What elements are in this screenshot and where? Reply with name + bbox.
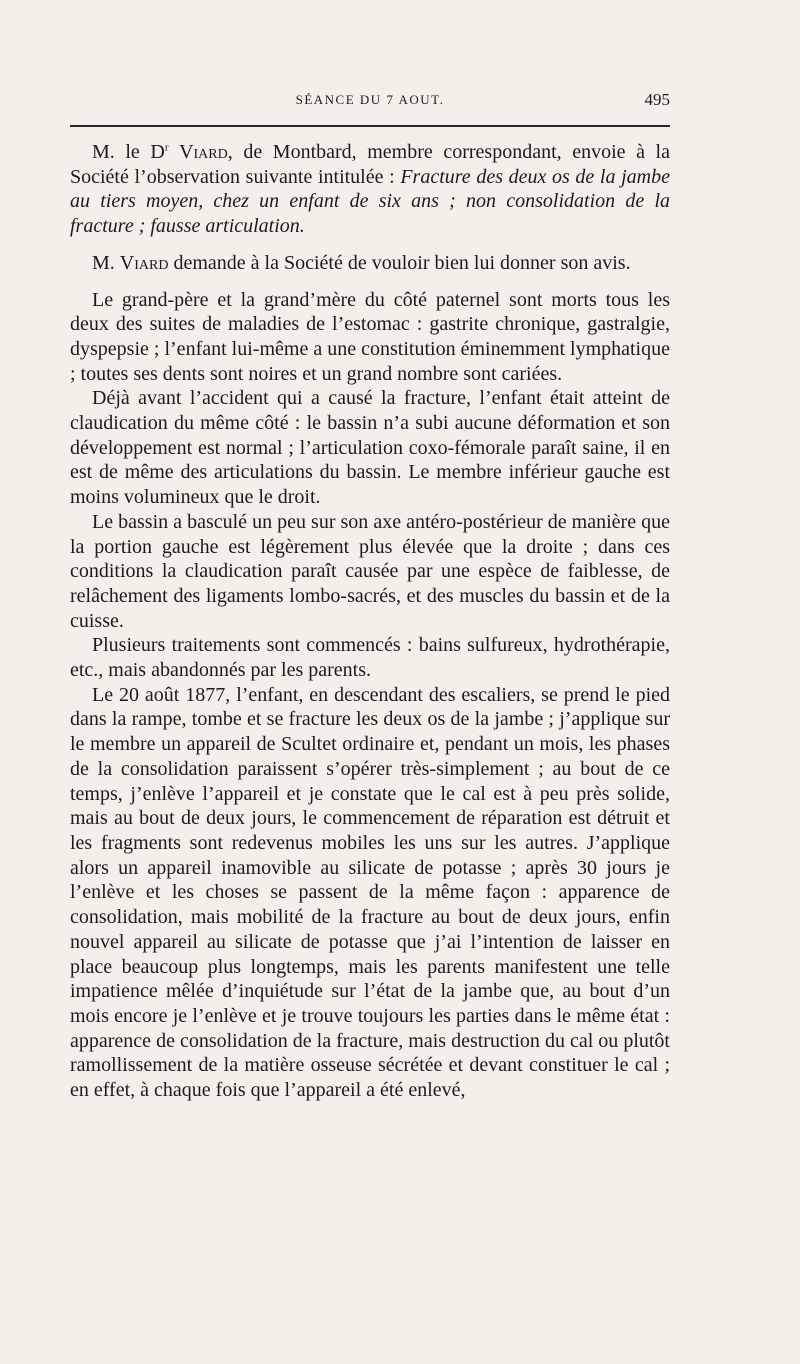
p1-text: , de Montbard, membre correspondant, envoie à la Société l’observation suivante intitulée : — [70, 141, 670, 188]
paragraph-3: Le grand-père et la grand’mère du côté paternel sont morts tous les deux des suites de maladies de l’estomac : gastrite chronique, gastralgie, dyspepsie ; l’enfant lui-même a une constitution éminemment lymphatique ; toutes ses dents sont noires et un grand nombre sont cariées. — [70, 288, 670, 385]
running-head — [70, 92, 670, 114]
author-name: Viard — [179, 141, 228, 163]
p1-superscript: r — [164, 141, 169, 154]
p1-prefix: M. le D — [92, 141, 165, 163]
page-number: 495 — [644, 90, 670, 109]
paragraph-7: Le 20 août 1877, l’enfant, en descendant des escaliers, se prend le pied dans la rampe, tombe et se fracture les deux os de la jambe ; j’applique sur le membre un appareil de Scultet ordinaire et, pendant un mois, les phases de la consolidation paraissent s’opérer très-simplement ; au bout de ce temps, j’enlève l’appareil et je constate que le cal est à peu près solide, mais au bout de deux jours, le commencement de réparation est détruit et les fragments sont redevenus mobiles les uns sur les autres. J’applique alors un appareil inamovible au silicate de potasse ; après 30 jours je l’enlève et les choses se passent de la même façon : apparence de consolidation, mais mobilité de la fracture au bout de deux jours, enfin nouvel appareil au silicate de potasse que j’ai l’intention de laisser en place beaucoup plus longtemps, mais les parents manifestent une telle impatience mêlée d’inquiétude sur l’état de la jambe que, au bout d’un mois encore je l’enlève et je trouve toujours les parties dans le même état : apparence de consolidation de la fracture, mais destruction du cal ou plutôt ramollissement de la matière osseuse sécrétée et devant constituer le cal ; en effet, à chaque fois que l’appareil a été enlevé, — [70, 683, 670, 1102]
paragraph-6: Plusieurs traitements sont commencés : bains sulfureux, hydrothérapie, etc., mais abandonnés par les parents. — [70, 634, 670, 682]
paragraph-5: Le bassin a basculé un peu sur son axe antéro-postérieur de manière que la portion gauche est légèrement plus élevée que la droite ; dans ces conditions la claudication paraît causée par une espèce de faiblesse, de relâchement des ligaments lombo-sacrés, et des muscles du bassin et de la cuisse. — [70, 510, 670, 632]
observation-title: Fracture des deux os de la jambe au tiers moyen, chez un enfant de six ans ; non consolidation de la fracture ; fausse articulation. — [70, 165, 671, 238]
p2-text: demande à la Société de vouloir bien lui donner son avis. — [168, 251, 631, 274]
paragraph-4: Déjà avant l’accident qui a causé la fracture, l’enfant était atteint de claudication du même côté : le bassin n’a subi aucune déformation et son développement est normal ; l’articulation coxo-fémorale paraît saine, il en est de même des articulations du bassin. Le membre inférieur gauche est moins volumineux que le droit. — [70, 387, 670, 509]
author-name-2: Viard — [119, 251, 169, 274]
running-title: SÉANCE DU 7 AOUT. — [295, 92, 445, 107]
p2-prefix: M. — [92, 251, 120, 274]
paragraph-2 — [70, 251, 670, 276]
body-text — [70, 140, 670, 1103]
header-rule — [70, 125, 670, 127]
paragraph-1 — [70, 140, 670, 239]
